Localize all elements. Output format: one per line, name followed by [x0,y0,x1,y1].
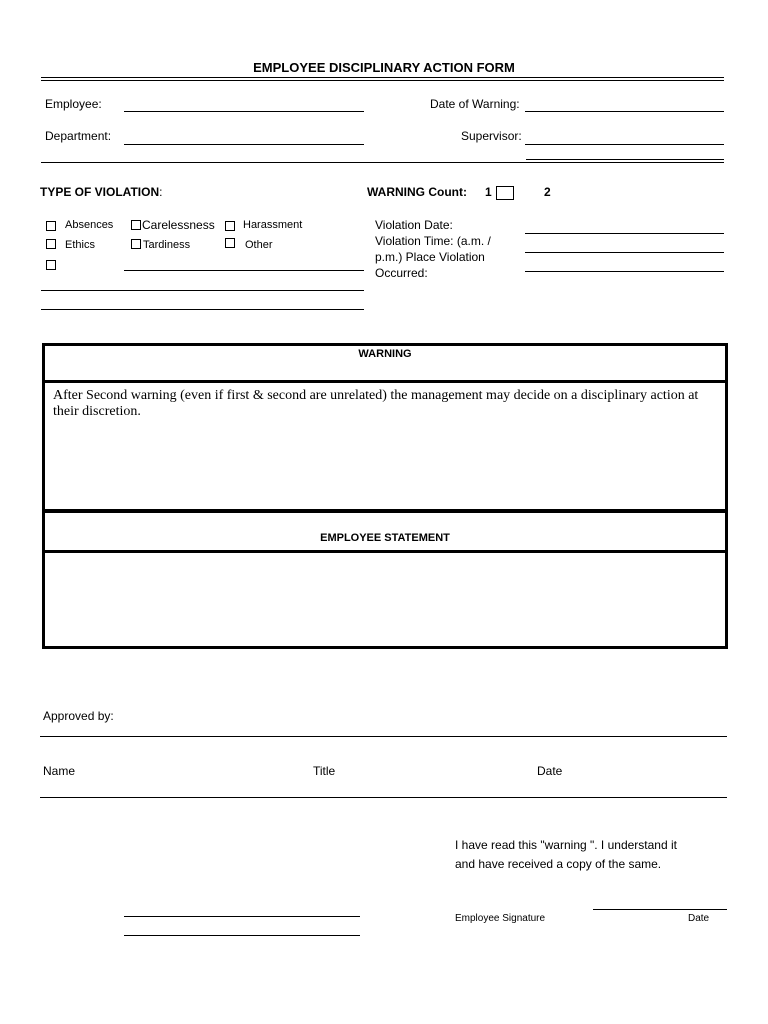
department-field[interactable] [124,144,364,145]
harassment-checkbox[interactable] [225,221,235,231]
custom-violation-checkbox[interactable] [46,260,56,270]
header-rule [41,162,724,163]
violation-date-field[interactable] [525,233,724,234]
absences-label: Absences [65,219,114,231]
supervisor-field[interactable] [525,144,724,145]
approval-bottom-rule [40,797,727,798]
employee-signature-date-field[interactable] [593,909,727,910]
employee-statement-area[interactable] [46,554,724,644]
warning-heading: WARNING [358,348,412,360]
violation-date-label: Violation Date: [375,218,453,232]
signature-line-2[interactable] [124,935,360,936]
other-checkbox[interactable] [225,238,235,248]
date-label: Date [537,764,563,778]
name-label: Name [43,764,76,778]
warning-count-1-checkbox[interactable] [496,186,514,200]
tardiness-label: Tardiness [143,239,191,251]
type-of-violation-heading: TYPE OF VIOLATION: [40,185,163,199]
employee-statement-heading: EMPLOYEE STATEMENT [320,532,450,544]
form-title: EMPLOYEE DISCIPLINARY ACTION FORM [253,60,515,75]
warning-text: After Second warning (even if first & second are unrelated) the management may decide on a disciplinary action at their discretion. [53,388,699,419]
employee-field[interactable] [124,111,364,112]
employee-label: Employee: [45,97,102,111]
warning-section [42,343,728,512]
warning-count-2: 2 [544,185,551,199]
department-label: Department: [45,129,112,143]
acknowledgement-line1: I have read this "warning ". I understand it [455,838,677,852]
warning-count-label: WARNING Count: [367,185,467,199]
absences-checkbox[interactable] [46,221,56,231]
violation-time-label-line3: Occurred: [375,266,428,280]
carelessness-checkbox[interactable] [131,220,141,230]
approved-by-field[interactable] [40,736,727,737]
violation-time-field[interactable] [525,252,724,253]
employee-signature-label: Employee Signature [455,913,546,924]
statement-header-divider [42,550,728,553]
date-of-warning-label: Date of Warning: [430,97,520,111]
custom-violation-field[interactable] [124,270,364,271]
supervisor-label: Supervisor: [461,129,522,143]
violation-extra-line-1[interactable] [41,290,364,291]
warning-header-divider [42,380,728,383]
ethics-checkbox[interactable] [46,239,56,249]
ethics-label: Ethics [65,239,95,251]
title-rule-bottom [41,80,724,81]
signature-date-label: Date [688,913,710,924]
acknowledgement-line2: and have received a copy of the same. [455,857,662,871]
signature-line-1[interactable] [124,916,360,917]
violation-time-label-line2: p.m.) Place Violation [375,250,485,264]
title-label: Title [313,764,336,778]
violation-time-label-line1: Violation Time: (a.m. / [375,234,491,248]
date-of-warning-field[interactable] [525,111,724,112]
violation-place-field[interactable] [525,271,724,272]
harassment-label: Harassment [243,219,303,231]
header-rule-right-upper [526,159,724,160]
violation-extra-line-2[interactable] [41,309,364,310]
title-rule-top [41,77,724,78]
tardiness-checkbox[interactable] [131,239,141,249]
warning-count-1: 1 [485,185,492,199]
approved-by-label: Approved by: [43,709,114,723]
carelessness-label: Carelessness [142,218,215,232]
other-label: Other [245,239,273,251]
